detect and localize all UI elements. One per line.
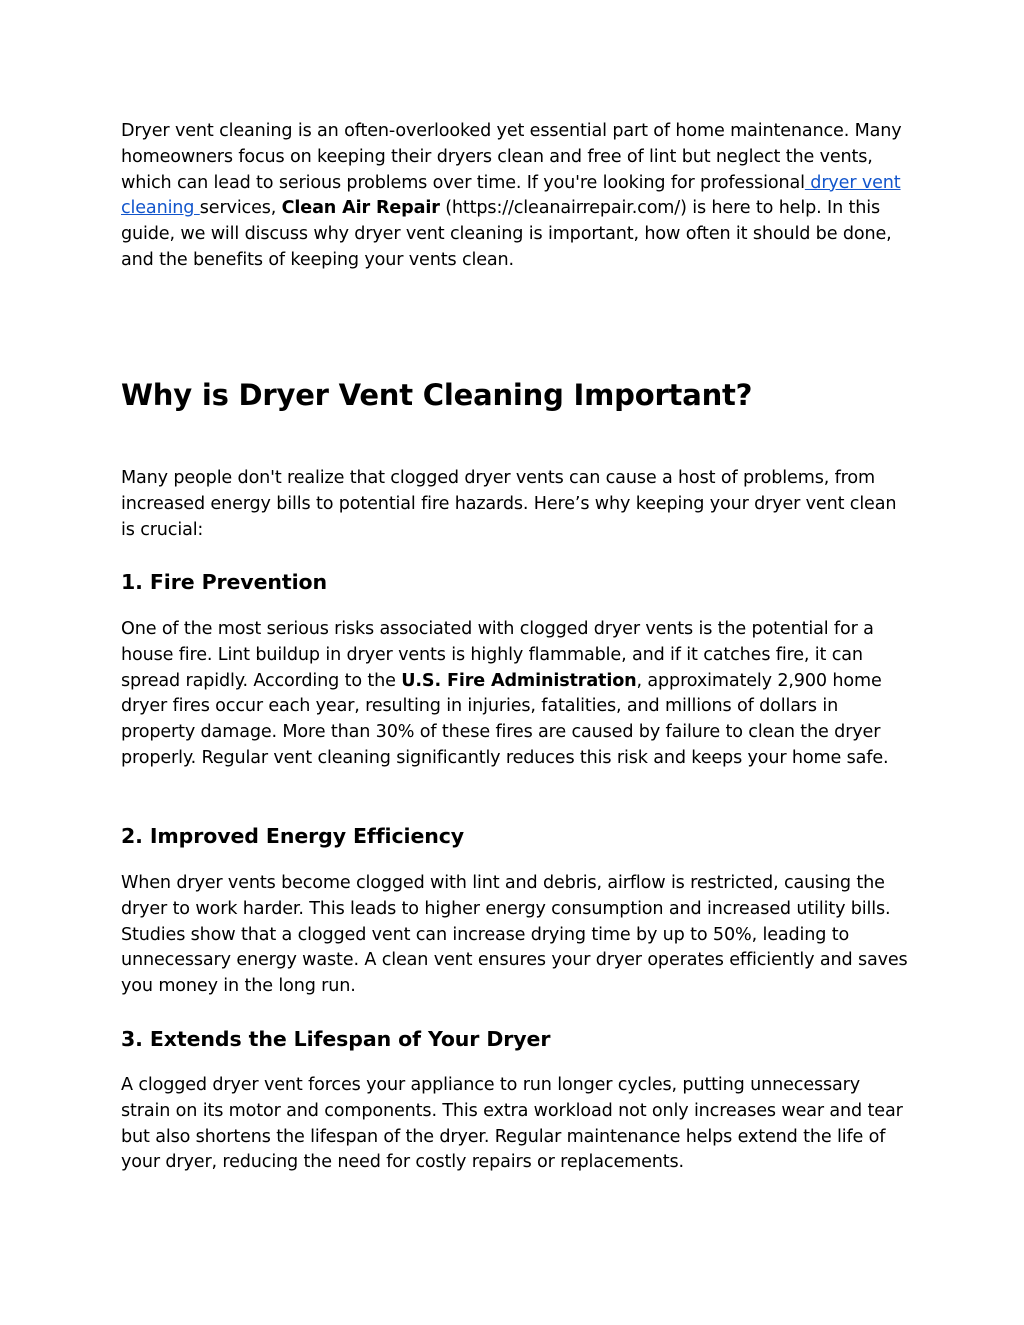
- section-title: Why is Dryer Vent Cleaning Important?: [121, 378, 753, 412]
- intro-text-services: services,: [199, 198, 282, 219]
- fire-text-start: One of the most serious risks associated with clogged dryer vents is the potential for a house fire. Lint buildup in dryer vents is highly flammable, and if it catches fire, it can spread rapidly. According to the: [121, 619, 874, 691]
- intro-paragraph: [121, 119, 911, 274]
- energy-efficiency-heading: 2. Improved Energy Efficiency: [121, 824, 465, 848]
- lifespan-heading: 3. Extends the Lifespan of Your Dryer: [121, 1027, 551, 1051]
- energy-efficiency-paragraph: When dryer vents become clogged with lint and debris, airflow is restricted, causing the dryer to work harder. This leads to higher energy consumption and increased utility bills. Studies show that a clogged vent can increase drying time by up to 50%, leading to unnecessary energy waste. A clean vent ensures your dryer operates efficiently and saves you money in the long run.: [121, 873, 908, 997]
- intro-text-end: (https://cleanairrepair.com/) is here to help. In this guide, we will discuss why dryer vent cleaning is important, how often it should be done, and the benefits of keeping your vents clean.: [121, 198, 892, 270]
- section-intro-paragraph: Many people don't realize that clogged dryer vents can cause a host of problems, from increased energy bills to potential fire hazards. Here’s why keeping your dryer vent clean is crucial:: [121, 468, 897, 540]
- lifespan-paragraph: A clogged dryer vent forces your appliance to run longer cycles, putting unnecessary strain on its motor and components. This extra workload not only increases wear and tear but also shortens the lifespan of the dryer. Regular maintenance helps extend the life of your dryer, reducing the need for costly repairs or replacements.: [121, 1075, 903, 1173]
- intro-text-start: Dryer vent cleaning is an often-overlooked yet essential part of home maintenance. Many homeowners focus on keeping their dryers clean and free of lint but neglect the vents, which can lead to serious problems over time. If you're looking for professional: [121, 121, 902, 193]
- brand-name: Clean Air Repair: [281, 198, 440, 219]
- dryer-vent-cleaning-link[interactable]: dryer vent cleaning: [121, 172, 901, 219]
- fire-prevention-paragraph: [121, 617, 911, 772]
- fire-administration-name: U.S. Fire Administration: [401, 670, 637, 691]
- fire-text-end: , approximately 2,900 home dryer fires occur each year, resulting in injuries, fatalities, and millions of dollars in property damage. More than 30% of these fires are caused by failure to clean the dryer properly. Regular vent cleaning significantly reduces this risk and keeps your home safe.: [121, 670, 889, 768]
- fire-prevention-heading: 1. Fire Prevention: [121, 570, 327, 594]
